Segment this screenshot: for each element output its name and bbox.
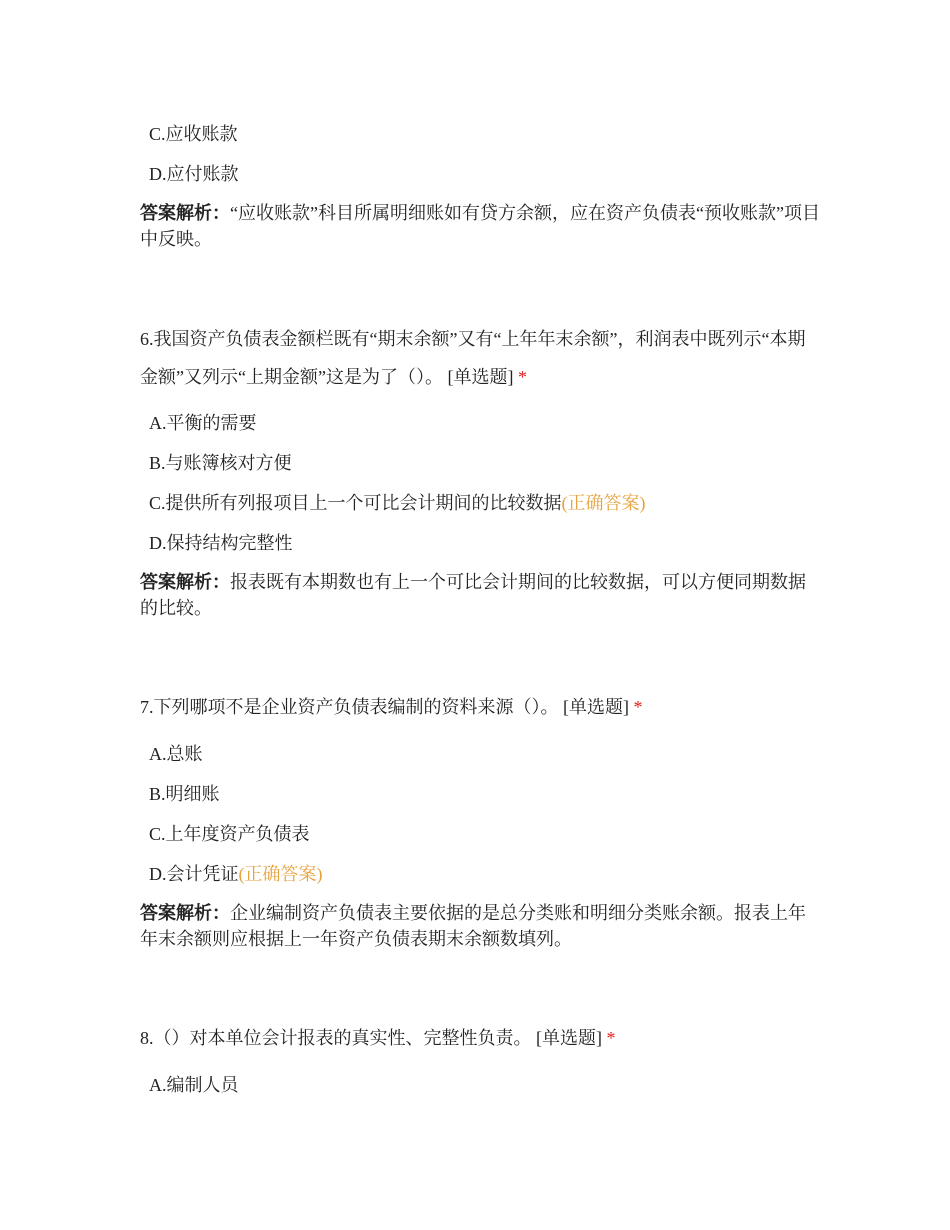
q7-stem bbox=[140, 688, 820, 726]
q6-option-a: A.平衡的需要 bbox=[149, 413, 257, 433]
q6-option-c-text: C.提供所有列报项目上一个可比会计期间的比较数据 bbox=[149, 493, 562, 513]
q5-analysis-label: 答案解析： bbox=[140, 203, 230, 223]
q7-option-a: A.总账 bbox=[149, 744, 203, 764]
q7-analysis bbox=[140, 900, 820, 952]
q8-stem-text: 8.（）对本单位会计报表的真实性、完整性负责。 bbox=[140, 1028, 532, 1048]
q6-analysis-label: 答案解析： bbox=[140, 572, 230, 592]
q6-analysis bbox=[140, 569, 820, 621]
q6-option-c bbox=[149, 491, 646, 515]
q7-required-mark: * bbox=[633, 697, 643, 717]
q7-option-d-text: D.会计凭证 bbox=[149, 864, 239, 884]
q7-stem-text: 7.下列哪项不是企业资产负债表编制的资料来源（）。 bbox=[140, 697, 559, 717]
q7-option-c: C.上年度资产负债表 bbox=[149, 824, 310, 844]
q5-option-d: D.应付账款 bbox=[149, 164, 239, 184]
q8-required-mark: * bbox=[606, 1028, 616, 1048]
q8-question-type: [单选题] bbox=[536, 1028, 602, 1048]
q6-stem-text: 6.我国资产负债表金额栏既有“期末余额”又有“上年年末余额”，利润表中既列示“本期金额”又列示“上期金额”这是为了（）。 bbox=[140, 329, 806, 387]
q7-analysis-text: 企业编制资产负债表主要依据的是总分类账和明细分类账余额。报表上年年末余额则应根据上一年资产负债表期末余额数填列。 bbox=[140, 903, 806, 949]
q7-correct-tag: (正确答案) bbox=[238, 864, 323, 884]
q7-analysis-label: 答案解析： bbox=[140, 903, 230, 923]
q6-option-b: B.与账簿核对方便 bbox=[149, 453, 292, 473]
q5-analysis bbox=[140, 200, 820, 252]
q6-option-d: D.保持结构完整性 bbox=[149, 533, 293, 553]
q5-analysis-text: “应收账款”科目所属明细账如有贷方余额，应在资产负债表“预收账款”项目中反映。 bbox=[140, 203, 820, 249]
q6-analysis-text: 报表既有本期数也有上一个可比会计期间的比较数据，可以方便同期数据的比较。 bbox=[140, 572, 806, 618]
q6-stem bbox=[140, 320, 820, 396]
q7-question-type: [单选题] bbox=[563, 697, 629, 717]
q6-question-type: [单选题] bbox=[447, 367, 514, 387]
q7-option-d bbox=[149, 862, 323, 886]
q6-correct-tag: (正确答案) bbox=[561, 493, 646, 513]
q6-required-mark: * bbox=[517, 367, 527, 387]
q7-option-b: B.明细账 bbox=[149, 784, 220, 804]
q8-stem bbox=[140, 1019, 820, 1057]
q5-option-c: C.应收账款 bbox=[149, 124, 238, 144]
q8-option-a: A.编制人员 bbox=[149, 1075, 239, 1095]
